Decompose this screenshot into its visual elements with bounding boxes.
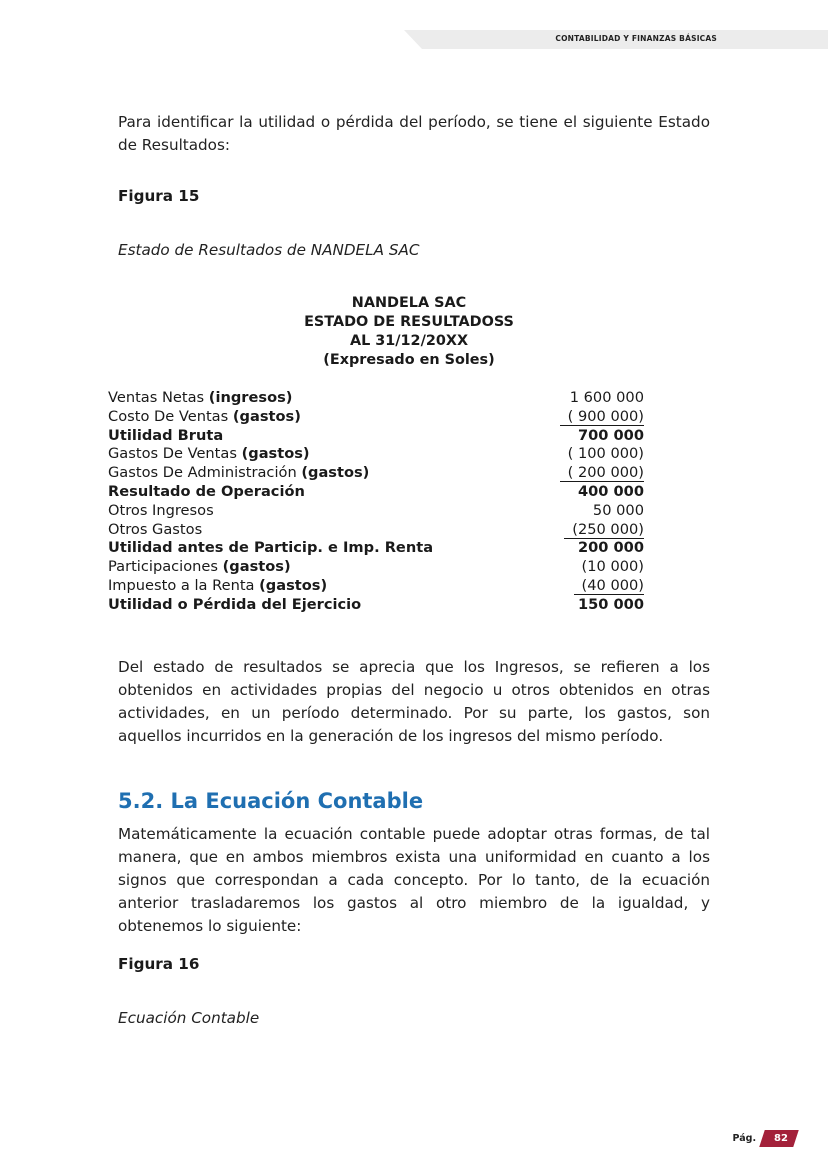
row-label: Gastos De Ventas (gastos) [108,445,310,463]
page-number-badge [759,1130,798,1147]
row-value: 200 000 [577,539,644,557]
row-value: ( 100 000) [567,445,644,463]
page-label: Pág. [732,1132,757,1144]
section-paragraph: Matemáticamente la ecuación contable puede adoptar otras formas, de tal manera, que en ambos miembros exista una uniformidad en cuanto a los signos que correspondan a cada concepto. Por lo tanto, de la ecuación anterior trasladaremos los gastos al otro miembro de la igualdad, y obtenemos lo siguiente: [118,825,710,935]
statement-row-gastos-ventas [108,445,646,464]
running-header: CONTABILIDAD Y FINANZAS BÁSICAS [555,34,717,43]
statement-row-otros-ingresos [108,502,646,521]
row-value: 1 600 000 [569,389,644,406]
statement-row-otros-gastos [108,521,646,540]
statement-row-utilidad-bruta [108,427,646,446]
page-footer [733,1127,796,1149]
figure-16-caption: Ecuación Contable [118,1009,260,1027]
statement-row-participaciones [108,558,646,577]
income-statement [108,389,646,615]
statement-row-gastos-administracion [108,464,646,483]
row-label: Costo De Ventas (gastos) [108,407,301,425]
row-value: (250 000) [564,521,644,539]
row-value: ( 900 000) [560,408,644,426]
figure-15-caption: Estado de Resultados de NANDELA SAC [118,241,420,259]
row-label: Resultado de Operación [108,482,305,500]
page-number: 82 [774,1132,788,1144]
row-value: ( 200 000) [560,464,644,482]
row-label: Participaciones (gastos) [108,558,291,576]
row-value: (10 000) [581,558,644,576]
row-label: Utilidad o Pérdida del Ejercicio [108,595,362,613]
statement-title: ESTADO DE RESULTADOSS [304,314,514,330]
row-label: Ventas Netas (ingresos) [108,389,293,406]
section-heading: 5.2. La Ecuación Contable [118,789,424,813]
row-label: Otros Gastos [108,520,203,538]
row-value: (40 000) [574,577,644,595]
statement-row-ventas-netas [108,389,646,408]
row-label: Otros Ingresos [108,501,214,519]
statement-heading [200,294,618,370]
statement-row-costo-ventas [108,408,646,427]
row-label: Utilidad Bruta [108,426,224,444]
row-label: Impuesto a la Renta (gastos) [108,576,328,594]
row-label: Gastos De Administración (gastos) [108,464,370,482]
intro-paragraph: Para identificar la utilidad o pérdida del período, se tiene el siguiente Estado de Resultados: [118,113,710,154]
statement-row-impuesto-renta [108,577,646,596]
statement-date: AL 31/12/20XX [349,333,469,349]
figure-16-label: Figura 16 [118,955,200,973]
row-value: 150 000 [577,595,644,613]
row-value: 700 000 [577,426,644,444]
figure-15-label: Figura 15 [118,187,200,205]
explanation-paragraph: Del estado de resultados se aprecia que los Ingresos, se refieren a los obtenidos en actividades propias del negocio u otros obtenidos en otras actividades, en un período determinado. Por su parte, los gastos, son aquellos incurridos en la generación de los ingresos del mismo período. [118,658,710,745]
row-value: 50 000 [592,501,644,519]
row-value: 400 000 [577,482,644,500]
company-name: NANDELA SAC [351,295,467,311]
statement-currency: (Expresado en Soles) [323,352,495,368]
row-label: Utilidad antes de Particip. e Imp. Renta [108,539,434,557]
statement-row-utilidad-antes-impuestos [108,539,646,558]
statement-row-resultado-operacion [108,483,646,502]
statement-row-utilidad-ejercicio [108,596,646,615]
